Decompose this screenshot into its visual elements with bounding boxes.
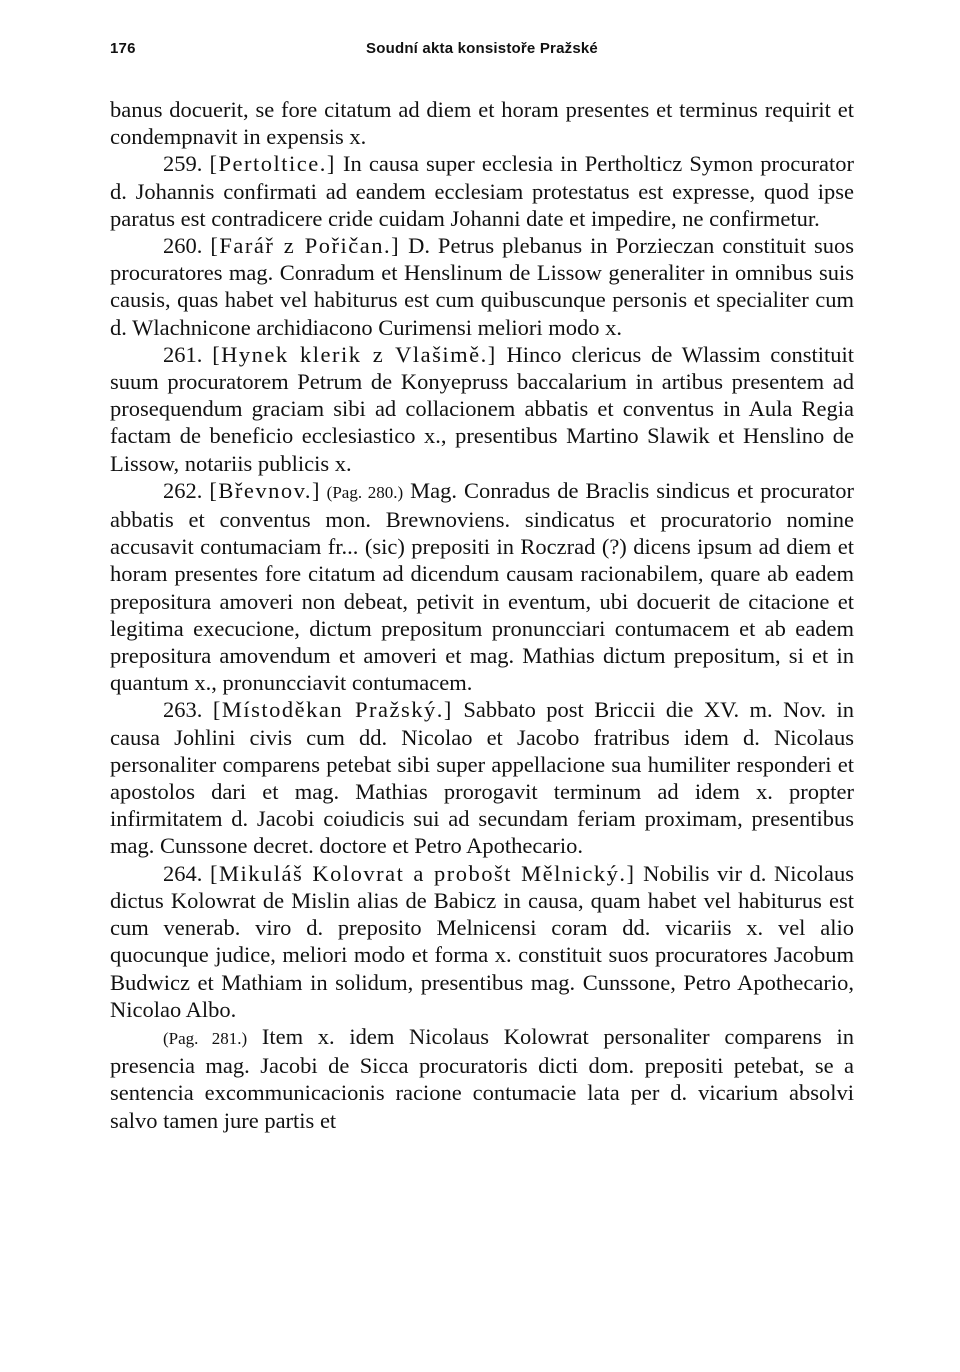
document-body xyxy=(110,96,854,1134)
running-title: Soudní akta konsistoře Pražské xyxy=(366,40,598,57)
entry-264 xyxy=(110,860,854,1023)
entry-number: 260. xyxy=(163,233,203,259)
entry-text: Item x. idem Nicolaus Kolowrat personaliter comparens in presencia mag. Jacobi de Sicca procuratoris dicti dom. prepositi petebat, se a sentencia excommunicacionis racione contumacie lata per d. vicarium absolvi salvo tamen jure partis et xyxy=(110,1023,854,1133)
paragraph-text: banus docuerit, se fore citatum ad diem et horam presentes et terminus requirit et condempnavit in expensis x. xyxy=(110,97,854,150)
page-number: 176 xyxy=(110,40,136,57)
entry-tag: [Místoděkan Pražský.] xyxy=(212,697,453,723)
entry-tag: [Hynek klerik z Vlašimě.] xyxy=(212,341,497,367)
paragraph-continuation xyxy=(110,96,854,150)
manuscript-page-ref: (Pag. 280.) xyxy=(321,482,404,502)
entry-text: Mag. Conradus de Braclis sindicus et procurator abbatis et conventus mon. Brewnoviens. sindicatus et procuratorio nomine accusavit contumaciam fr... (sic) prepositi in Roczrad (?) dicens ipsum ad diem et horam presentes fore citatum ad dicendum causam racionabilem, quare ab eadem prepositura amoveri non debeat, petivit in eventum, ubi docuerit de citacione et legitima execucione, dictum prepositum pronuncciari contumacem et ab eadem prepositura amovendum et amoveri et mag. Mathias dictum prepositum, si et in quantum x., pronuncciavit contumacem. xyxy=(110,477,854,696)
entry-number: 259. xyxy=(163,151,203,177)
manuscript-page-ref: (Pag. 281.) xyxy=(163,1028,248,1048)
entry-262 xyxy=(110,477,854,697)
entry-tag: [Farář z Pořičan.] xyxy=(210,233,401,259)
entry-text: In causa super ecclesia in Pertholticz Symon procurator d. Johannis confirmati ad eandem ecclesiam protestatus est expresse, quod ipse paratus est contradicere cride cuidam Johanni date et impedire, ne confirmetur. xyxy=(110,151,855,231)
entry-text: Nobilis vir d. Nicolaus dictus Kolowrat de Mislin alias de Babicz in causa, quam habet vel habiturus est cum venerab. viro d. preposito Melnicensi coram dd. vicariis x. vel alio quocunque judice, meliori modo et forma x. constituit suos procuratores Jacobum Budwicz et Mathiam in solidum, presentibus mag. Cunssone, Petro Apothecario, Nicolao Albo. xyxy=(110,860,855,1022)
entry-number: 263. xyxy=(163,697,203,723)
entry-tag: [Mikuláš Kolovrat a probošt Mělnický.] xyxy=(209,860,636,886)
entry-260 xyxy=(110,232,854,341)
document-page xyxy=(110,40,854,1134)
entry-text: Sabbato post Briccii die XV. m. Nov. in causa Johlini civis cum dd. Nicolao et Jacobo fratribus idem d. Nicolaus personaliter comparens petebat sibi super appellacione sua humiliter responderi et apostolos dari et mag. Mathias prorogavit terminum ad idem x. propter infirmitatem d. Jacobi coiudicis sui ad secundam feriam proximam, presentibus mag. Cunssone decret. doctore et Petro Apothecario. xyxy=(110,697,855,859)
entry-tag: [Břevnov.] xyxy=(209,477,322,503)
entry-number: 264. xyxy=(163,860,203,886)
page-header xyxy=(110,40,854,66)
entry-263 xyxy=(110,696,854,859)
entry-tag: [Pertoltice.] xyxy=(209,151,336,177)
entry-number: 262. xyxy=(163,477,203,503)
entry-261 xyxy=(110,341,854,477)
entry-259 xyxy=(110,150,854,232)
entry-number: 261. xyxy=(163,341,203,367)
entry-continuation xyxy=(110,1023,854,1134)
entry-text: Hinco clericus de Wlassim constituit suum procuratorem Petrum de Konyepruss baccalarium in artibus presentem ad prosequendum graciam sibi ad collacionem abbatis et conventus in Aula Regia factam de beneficio ecclesiastico x., presentibus Martino Slawik et Henslino de Lissow, notariis publicis x. xyxy=(110,341,855,476)
entry-text: D. Petrus plebanus in Porzieczan constituit suos procuratores mag. Conradum et Henslinum de Lissow generaliter in omnibus suis causis, quas habet vel habiturus est cum quibuscunque personis et specialiter cum d. Wlachnicone archidiacono Curimensi meliori modo x. xyxy=(110,233,854,340)
